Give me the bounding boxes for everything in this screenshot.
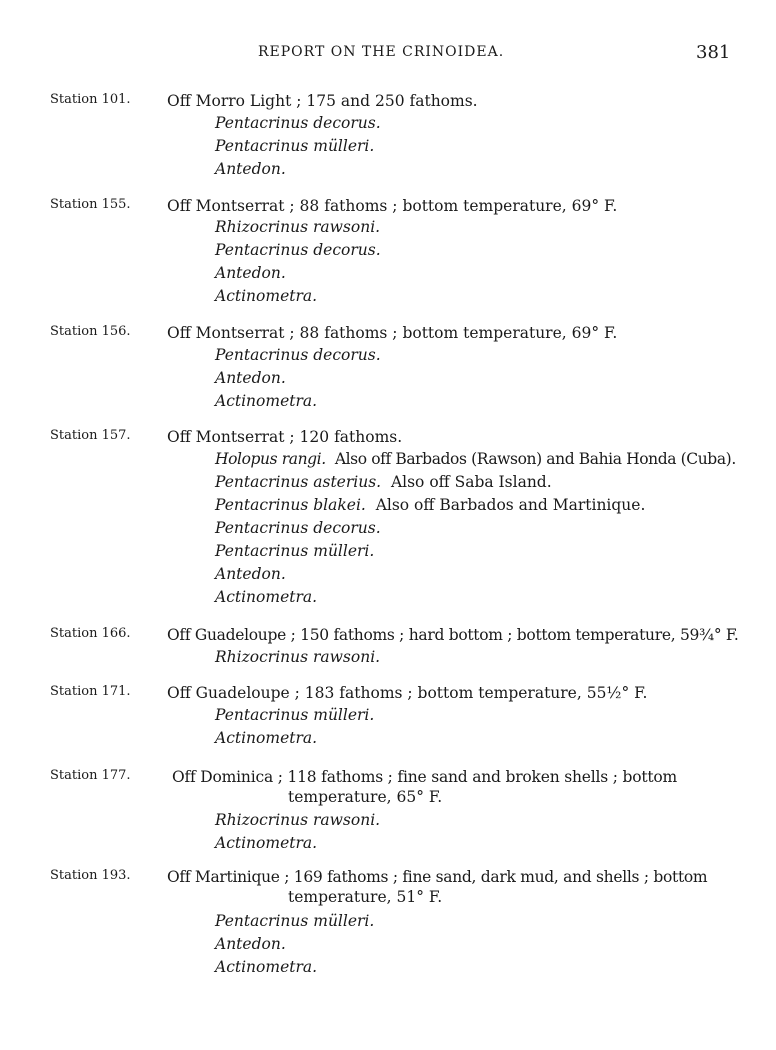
species-item — [215, 706, 374, 724]
species-item — [215, 241, 381, 259]
species-name: Pentacrinus decorus. — [215, 114, 381, 132]
species-name: Antedon. — [215, 160, 286, 178]
station-description-continued: temperature, 65° F. — [288, 788, 443, 806]
species-name: Actinometra. — [215, 729, 318, 747]
species-name: Actinometra. — [215, 588, 318, 606]
header-title: REPORT ON THE CRINOIDEA. — [258, 44, 505, 60]
species-name: Rhizocrinus rawsoni. — [215, 648, 381, 666]
species-item — [215, 565, 286, 583]
species-item — [215, 519, 381, 537]
species-name: Pentacrinus mülleri. — [215, 706, 375, 724]
station-description: Off Guadeloupe ; 150 fathoms ; hard bottom ; bottom temperature, 59¾° F. — [167, 626, 739, 644]
species-item — [215, 450, 736, 468]
species-item — [215, 811, 380, 829]
species-note: Also off Barbados (Rawson) and Bahia Honda (Cuba). — [334, 450, 736, 468]
species-item — [215, 648, 380, 666]
station-label: Station 171. — [50, 684, 131, 699]
species-name: Actinometra. — [215, 392, 318, 410]
species-item — [215, 137, 374, 155]
species-name: Pentacrinus mülleri. — [215, 912, 375, 930]
station-label: Station 166. — [50, 626, 131, 641]
species-item — [215, 392, 317, 410]
species-item — [215, 588, 317, 606]
station-description: Off Montserrat ; 88 fathoms ; bottom temperature, 69° F. — [167, 197, 618, 215]
species-item — [215, 114, 381, 132]
station-label: Station 193. — [50, 868, 131, 883]
species-name: Pentacrinus blakei. — [215, 496, 366, 514]
species-item — [215, 287, 317, 305]
species-name: Actinometra. — [215, 958, 318, 976]
species-name: Rhizocrinus rawsoni. — [215, 811, 381, 829]
species-name: Antedon. — [215, 264, 286, 282]
species-name: Pentacrinus mülleri. — [215, 542, 375, 560]
station-description: Off Montserrat ; 88 fathoms ; bottom temperature, 69° F. — [167, 324, 618, 342]
species-item — [215, 218, 380, 236]
species-name: Antedon. — [215, 935, 286, 953]
species-name: Antedon. — [215, 369, 286, 387]
station-label: Station 101. — [50, 92, 131, 107]
station-description: Off Martinique ; 169 fathoms ; fine sand, dark mud, and shells ; bottom — [167, 868, 708, 886]
station-label: Station 177. — [50, 768, 131, 783]
species-name: Pentacrinus decorus. — [215, 241, 381, 259]
species-item — [215, 264, 286, 282]
station-label: Station 155. — [50, 197, 131, 212]
species-item — [215, 160, 286, 178]
species-name: Pentacrinus decorus. — [215, 346, 381, 364]
species-name: Rhizocrinus rawsoni. — [215, 218, 381, 236]
species-item — [215, 473, 552, 491]
species-name: Antedon. — [215, 565, 286, 583]
species-item — [215, 912, 374, 930]
species-item — [215, 729, 317, 747]
station-label: Station 156. — [50, 324, 131, 339]
station-description: Off Dominica ; 118 fathoms ; fine sand and broken shells ; bottom — [172, 768, 678, 786]
species-item — [215, 958, 317, 976]
species-item — [215, 346, 381, 364]
species-item — [215, 369, 286, 387]
species-note: Also off Saba Island. — [390, 473, 552, 491]
station-label: Station 157. — [50, 428, 131, 443]
species-item — [215, 542, 374, 560]
species-name: Pentacrinus mülleri. — [215, 137, 375, 155]
species-note: Also off Barbados and Martinique. — [375, 496, 646, 514]
species-name: Pentacrinus asterius. — [215, 473, 382, 491]
species-name: Pentacrinus decorus. — [215, 519, 381, 537]
species-name: Holopus rangi. — [215, 450, 326, 468]
station-description-continued: temperature, 51° F. — [288, 888, 443, 906]
species-item — [215, 935, 286, 953]
station-description: Off Montserrat ; 120 fathoms. — [167, 428, 403, 446]
species-item — [215, 496, 645, 514]
station-description: Off Morro Light ; 175 and 250 fathoms. — [167, 92, 478, 110]
species-name: Actinometra. — [215, 287, 318, 305]
species-item — [215, 834, 317, 852]
species-name: Actinometra. — [215, 834, 318, 852]
station-description: Off Guadeloupe ; 183 fathoms ; bottom temperature, 55½° F. — [167, 684, 648, 702]
page-number: 381 — [696, 42, 731, 63]
running-header — [0, 44, 776, 68]
